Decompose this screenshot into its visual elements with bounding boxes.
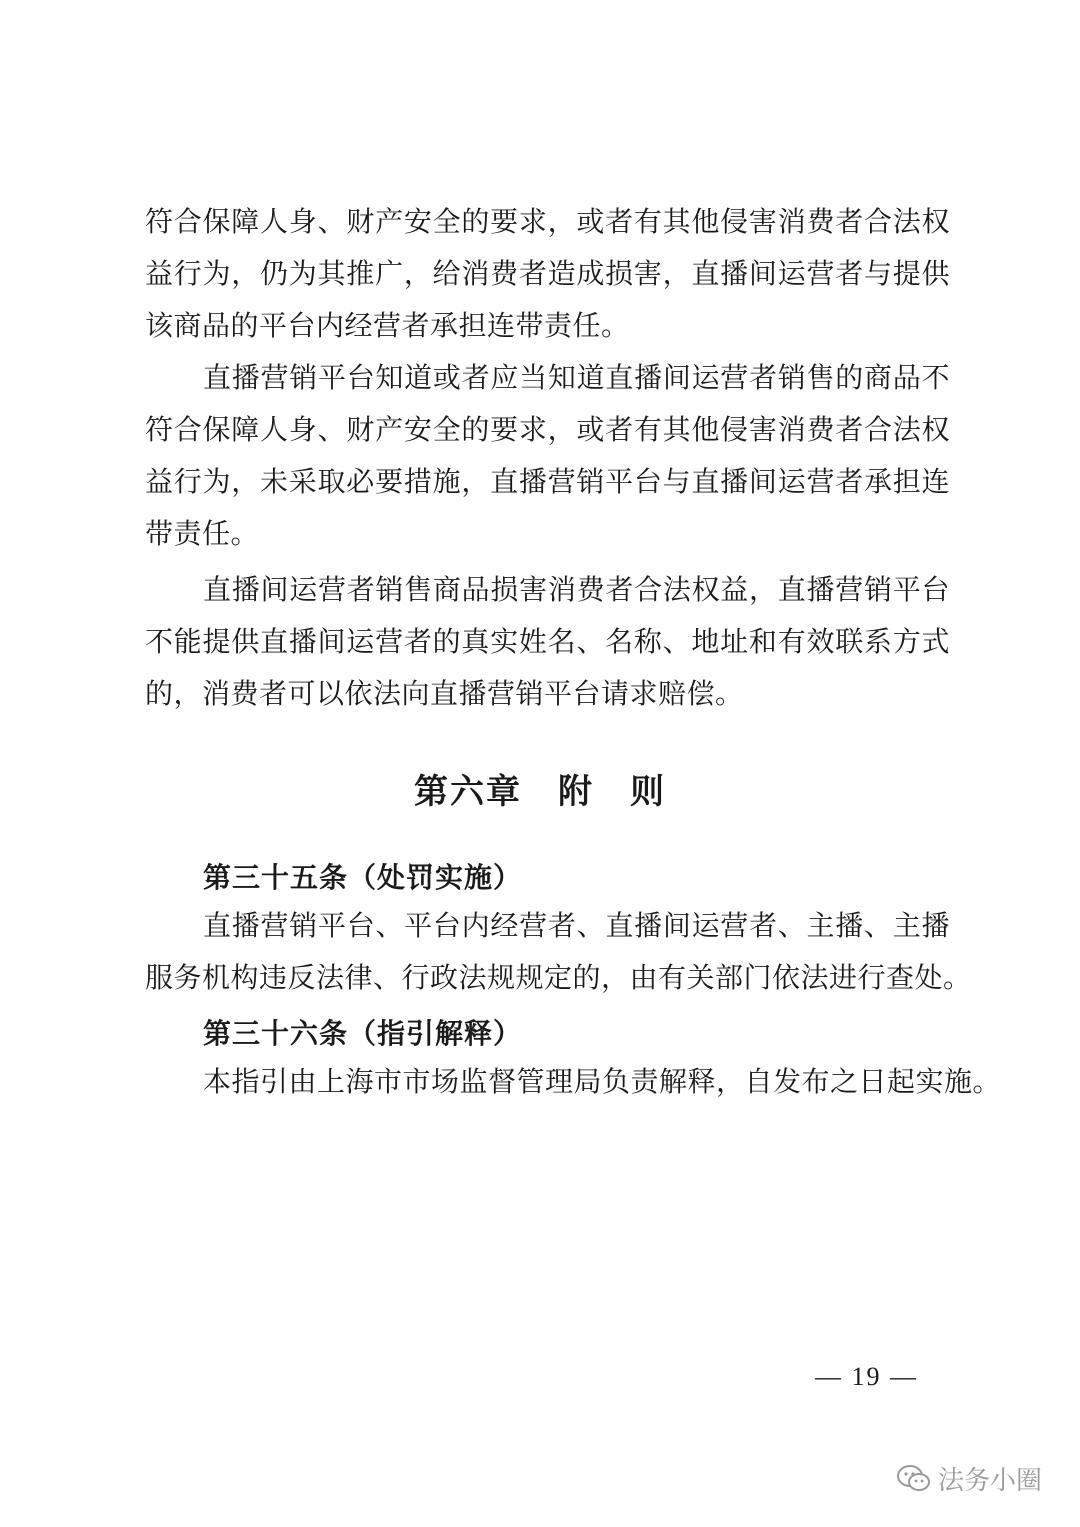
paragraph-line: 符合保障人身、财产安全的要求，或者有其他侵害消费者合法权: [145, 205, 950, 238]
paragraph-line: 符合保障人身、财产安全的要求，或者有其他侵害消费者合法权: [145, 413, 950, 446]
wechat-icon: [896, 1464, 932, 1494]
paragraph-line: 直播营销平台、平台内经营者、直播间运营者、主播、主播: [203, 909, 950, 942]
paragraph-3: [145, 564, 950, 720]
paragraph-line: 本指引由上海市市场监督管理局负责解释，自发布之日起实施。: [203, 1065, 1002, 1098]
paragraph-line: 该商品的平台内经营者承担连带责任。: [145, 309, 630, 342]
article-36-body: [145, 1056, 1002, 1108]
paragraph-1: [145, 196, 950, 352]
chapter-heading: [0, 764, 1080, 813]
paragraph-line: 不能提供直播间运营者的真实姓名、名称、地址和有效联系方式: [145, 625, 950, 658]
paragraph-line: 的，消费者可以依法向直播营销平台请求赔偿。: [145, 677, 744, 710]
article-35-body: [145, 900, 972, 1004]
paragraph-line: 直播营销平台知道或者应当知道直播间运营者销售的商品不: [203, 361, 950, 394]
chapter-number: 第六章: [414, 772, 522, 812]
paragraph-line: 益行为，未采取必要措施，直播营销平台与直播间运营者承担连: [145, 465, 950, 498]
watermark-text: 法务小圈: [938, 1466, 1043, 1496]
page-number: — 19 —: [815, 1362, 918, 1391]
chapter-title: 附 则: [558, 772, 666, 812]
article-36-heading: 第三十六条（指引解释）: [203, 1017, 523, 1050]
paragraph-line: 带责任。: [145, 517, 260, 550]
paragraph-2: [145, 352, 950, 560]
paragraph-line: 直播间运营者销售商品损害消费者合法权益，直播营销平台: [203, 573, 950, 606]
article-35-heading: 第三十五条（处罚实施）: [203, 861, 523, 894]
paragraph-line: 服务机构违反法律、行政法规规定的，由有关部门依法进行查处。: [145, 961, 972, 994]
watermark: [896, 1460, 1042, 1497]
paragraph-line: 益行为，仍为其推广，给消费者造成损害，直播间运营者与提供: [145, 257, 950, 290]
